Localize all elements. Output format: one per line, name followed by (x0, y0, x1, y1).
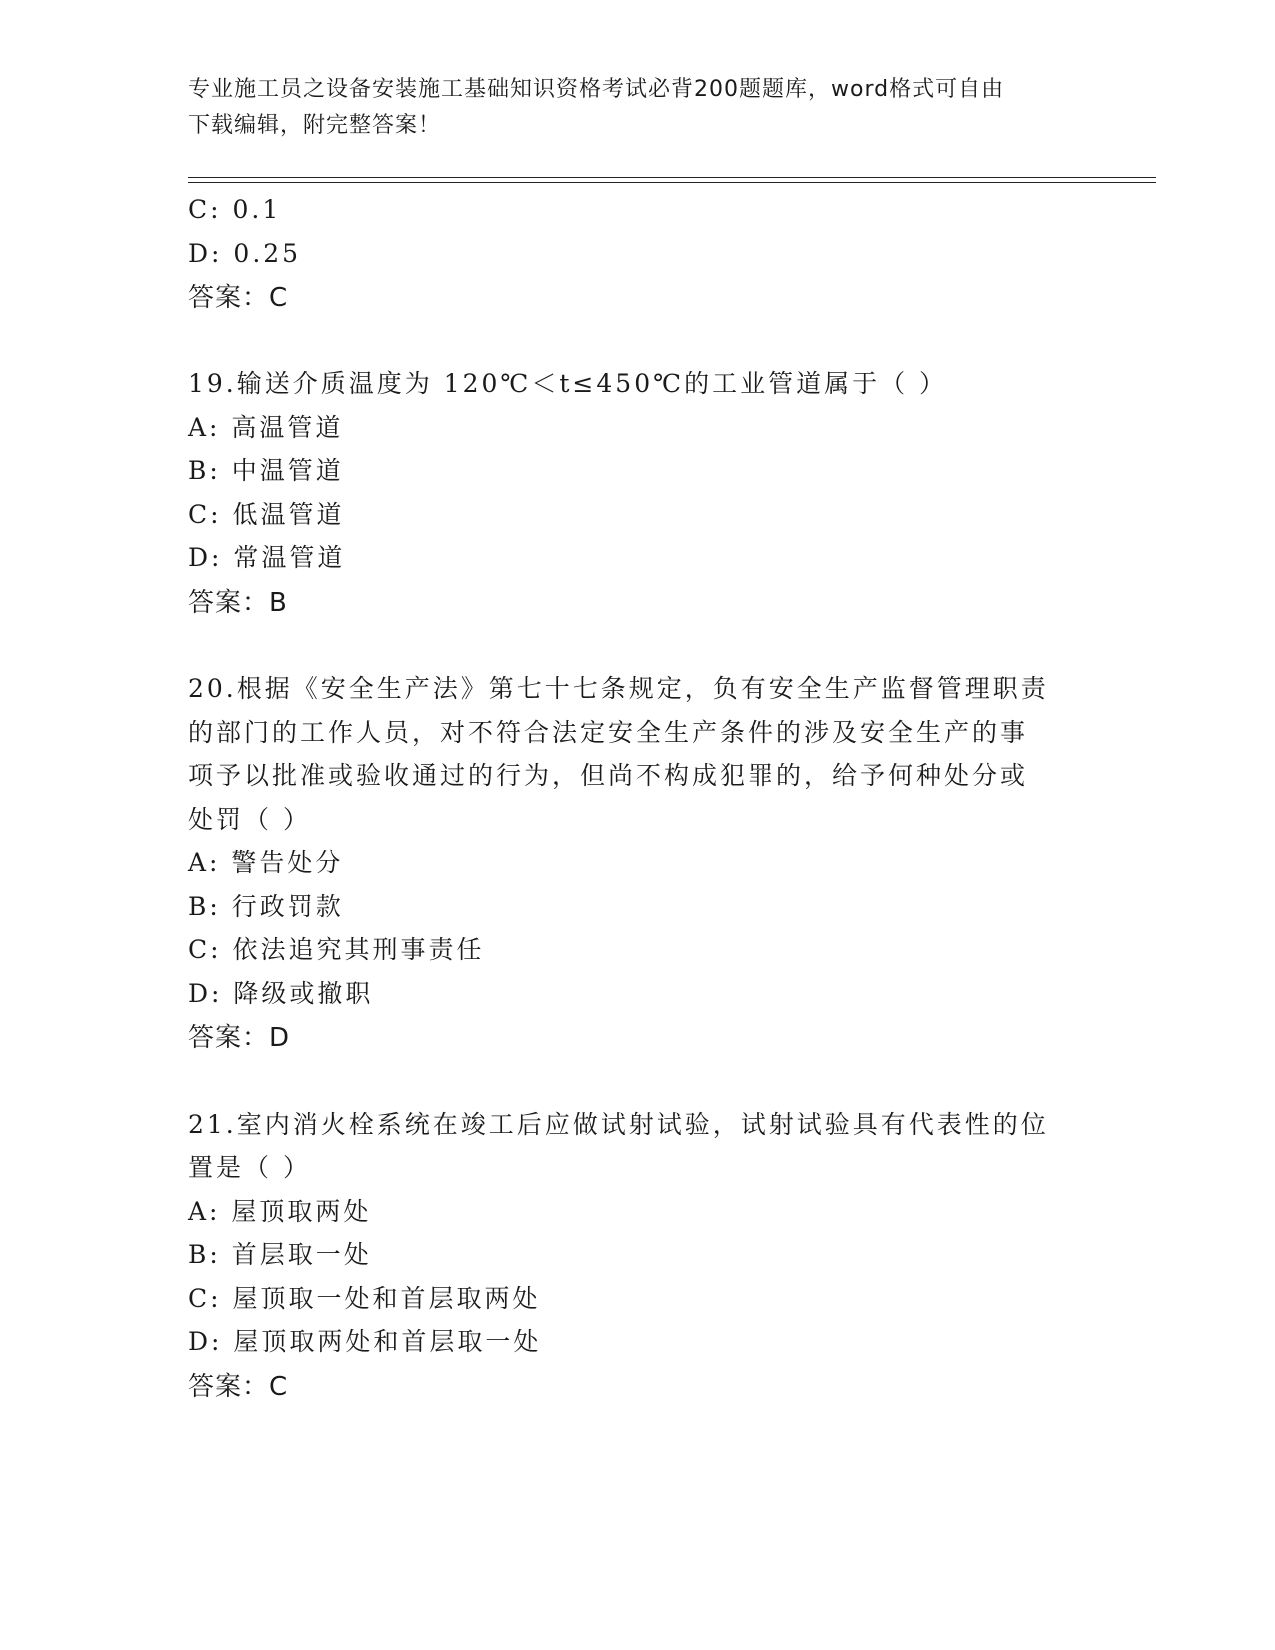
header-divider-bottom (188, 182, 1156, 183)
document-header (188, 72, 1088, 144)
header-line-2: 下载编辑，附完整答案！ (188, 113, 442, 138)
q20-answer: 答案：D (188, 1023, 291, 1053)
q19-stem-line-1: 19.输送介质温度为 120℃＜t≤450℃的工业管道属于（ ） (188, 369, 948, 398)
q18-option-d: D: 0.25 (188, 239, 302, 268)
q19-answer: 答案：B (188, 588, 288, 618)
q20-option-b: B: 行政罚款 (188, 892, 344, 921)
q20-stem-line-3: 项予以批准或验收通过的行为，但尚不构成犯罪的，给予何种处分或 (188, 761, 1029, 790)
q21-answer: 答案：C (188, 1372, 289, 1402)
q20-option-c: C: 依法追究其刑事责任 (188, 935, 485, 964)
header-divider-top (188, 177, 1156, 178)
q18-option-c: C: 0.1 (188, 195, 282, 224)
q20-option-a: A: 警告处分 (188, 848, 344, 877)
q21-option-d: D: 屋顶取两处和首层取一处 (188, 1327, 542, 1356)
q19-option-a: A: 高温管道 (188, 413, 344, 442)
q19-option-d: D: 常温管道 (188, 543, 346, 572)
q19-option-c: C: 低温管道 (188, 500, 345, 529)
q20-stem-line-4: 处罚（ ） (188, 805, 311, 834)
q18-answer: 答案：C (188, 283, 289, 313)
q21-option-c: C: 屋顶取一处和首层取两处 (188, 1284, 541, 1313)
q20-option-d: D: 降级或撤职 (188, 979, 374, 1008)
header-line-1: 专业施工员之设备安装施工基础知识资格考试必背200题题库，word格式可自由 (188, 77, 1005, 102)
q21-option-b: B: 首层取一处 (188, 1240, 372, 1269)
q21-option-a: A: 屋顶取两处 (188, 1197, 372, 1226)
q21-stem-line-2: 置是（ ） (188, 1153, 311, 1182)
q21-stem-line-1: 21.室内消火栓系统在竣工后应做试射试验，试射试验具有代表性的位 (188, 1110, 1049, 1139)
q19-option-b: B: 中温管道 (188, 456, 344, 485)
q20-stem-line-2: 的部门的工作人员，对不符合法定安全生产条件的涉及安全生产的事 (188, 718, 1029, 747)
q20-stem-line-1: 20.根据《安全生产法》第七十七条规定，负有安全生产监督管理职责 (188, 674, 1049, 703)
